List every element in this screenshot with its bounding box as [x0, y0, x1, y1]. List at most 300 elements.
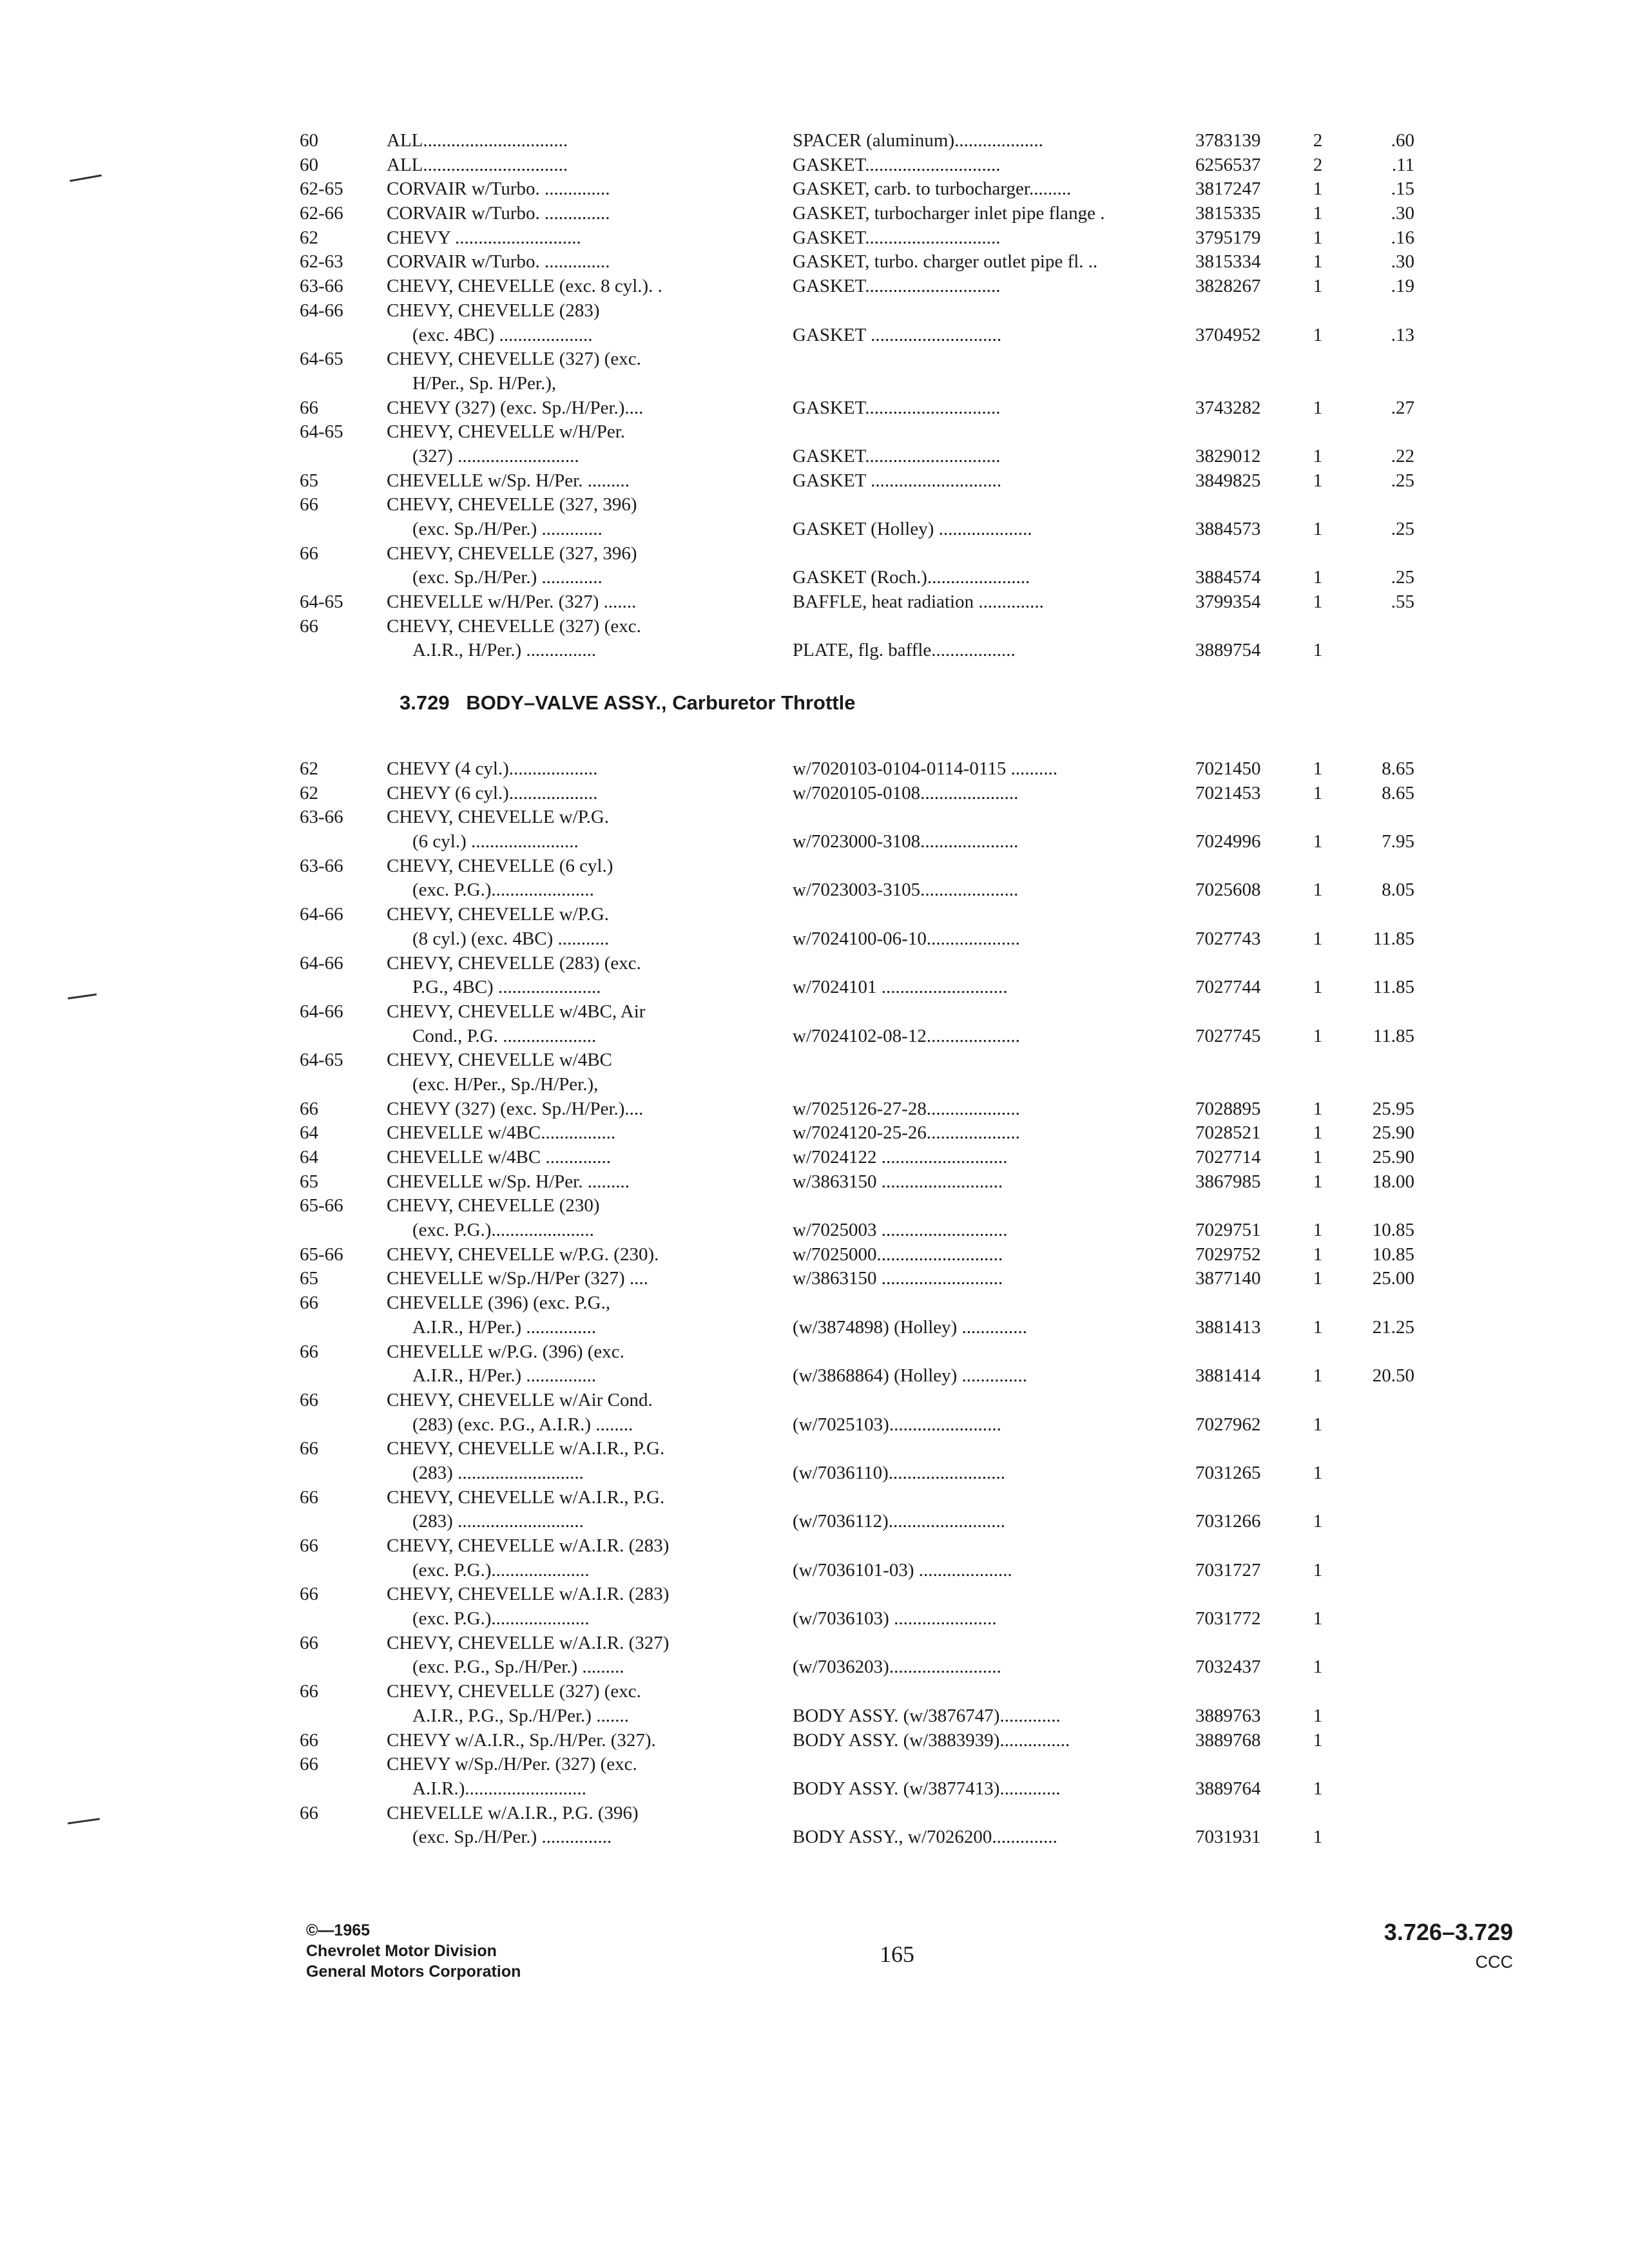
description-cell: w/7024100-06-10.................... [793, 928, 1020, 949]
quantity-cell: 1 [1313, 1414, 1323, 1435]
part-number-cell: 3867985 [1195, 1171, 1261, 1192]
year-cell: 66 [300, 1632, 318, 1653]
part-number-cell: 3783139 [1195, 130, 1261, 151]
part-number-cell: 7027714 [1195, 1147, 1261, 1168]
division-name: Chevrolet Motor Division [306, 1942, 497, 1960]
model-cell: (exc. P.G., Sp./H/Per.) ......... [412, 1657, 624, 1678]
quantity-cell: 1 [1313, 1729, 1323, 1751]
table-row [300, 226, 1460, 251]
table-row [300, 202, 1460, 226]
model-cell: CHEVELLE w/4BC .............. [387, 1147, 611, 1168]
table-row [300, 952, 1460, 976]
price-cell: .55 [1391, 591, 1414, 613]
year-cell: 62 [300, 782, 318, 803]
description-cell: w/7024102-08-12.................... [793, 1025, 1020, 1046]
year-cell: 60 [300, 154, 318, 175]
year-cell: 62-66 [300, 203, 343, 224]
price-cell: 11.85 [1373, 928, 1414, 949]
year-cell: 66 [300, 615, 318, 637]
model-cell: (exc. P.G.)..................... [412, 1559, 590, 1581]
quantity-cell: 1 [1313, 831, 1323, 852]
model-cell: A.I.R.).......................... [412, 1778, 586, 1799]
model-cell: ALL............................... [387, 130, 568, 151]
page-number: 165 [880, 1941, 914, 1967]
part-number-cell: 7029751 [1195, 1220, 1261, 1241]
year-cell: 66 [300, 1802, 318, 1823]
table-row [300, 903, 1460, 927]
price-cell: 11.85 [1373, 1025, 1414, 1046]
description-cell: GASKET ............................ [793, 324, 1002, 345]
model-cell: A.I.R., H/Per.) ............... [412, 640, 597, 661]
model-cell: (327) .......................... [412, 445, 579, 466]
year-cell: 62 [300, 227, 318, 248]
table-row [300, 757, 1460, 782]
table-row [300, 129, 1460, 153]
table-row [300, 927, 1460, 952]
table-row [300, 1704, 1460, 1729]
year-cell: 64-66 [300, 1001, 343, 1022]
description-cell: (w/7036112)......................... [793, 1511, 1005, 1532]
price-cell: .25 [1391, 470, 1414, 491]
table-row [300, 542, 1460, 566]
model-cell: (6 cyl.) ....................... [412, 831, 579, 852]
year-cell: 66 [300, 1341, 318, 1362]
model-cell: CHEVY, CHEVELLE w/A.I.R. (327) [387, 1632, 670, 1653]
quantity-cell: 1 [1313, 203, 1323, 224]
model-cell: CHEVY, CHEVELLE (327) (exc. [387, 349, 641, 370]
description-cell: w/7024101 ........................... [793, 977, 1008, 998]
copyright: ©—1965 [306, 1921, 371, 1939]
year-cell: 66 [300, 1293, 318, 1314]
year-cell: 66 [300, 1754, 318, 1775]
table-row [300, 1607, 1460, 1631]
year-cell: 62-63 [300, 251, 343, 273]
part-number-cell: 7031931 [1195, 1827, 1261, 1848]
year-cell: 62 [300, 758, 318, 779]
quantity-cell: 1 [1313, 445, 1323, 466]
model-cell: (exc. P.G.)..................... [412, 1608, 590, 1629]
price-cell: 18.00 [1372, 1171, 1414, 1192]
table-row [300, 1024, 1460, 1049]
price-cell: .60 [1391, 130, 1414, 151]
corporation-name: General Motors Corporation [306, 1963, 521, 1981]
table-row [300, 639, 1460, 663]
model-cell: CHEVY, CHEVELLE w/A.I.R., P.G. [387, 1438, 665, 1459]
price-cell: .16 [1391, 227, 1414, 248]
margin-mark [68, 1818, 100, 1825]
year-cell: 65 [300, 470, 318, 491]
year-cell: 65 [300, 1171, 318, 1192]
model-cell: (exc. H/Per., Sp./H/Per.), [412, 1073, 599, 1095]
quantity-cell: 1 [1313, 591, 1323, 613]
table-row [300, 420, 1460, 445]
part-number-cell: 6256537 [1195, 154, 1261, 175]
part-number-cell: 3889763 [1195, 1705, 1261, 1726]
section-heading [400, 691, 855, 715]
table-row [300, 493, 1460, 517]
table-row [300, 1534, 1460, 1559]
section-reference [1384, 1919, 1513, 1972]
model-cell: A.I.R., H/Per.) ............... [412, 1316, 597, 1338]
part-number-cell: 3799354 [1195, 591, 1261, 613]
table-row [300, 1364, 1460, 1389]
year-cell: 64-65 [300, 1050, 343, 1071]
description-cell: GASKET............................. [793, 154, 1001, 175]
model-cell: CHEVY, CHEVELLE w/A.I.R., P.G. [387, 1486, 665, 1508]
table-row [300, 1655, 1460, 1680]
table-row [300, 1559, 1460, 1583]
model-cell: CHEVY, CHEVELLE (exc. 8 cyl.). . [387, 276, 662, 297]
table-row [300, 1753, 1460, 1777]
quantity-cell: 1 [1313, 1657, 1323, 1678]
quantity-cell: 1 [1313, 782, 1323, 803]
model-cell: CHEVY, CHEVELLE (327) (exc. [387, 615, 641, 637]
year-cell: 66 [300, 1098, 318, 1119]
part-number-cell: 7024996 [1195, 831, 1261, 852]
model-cell: CHEVY, CHEVELLE (283) [387, 300, 600, 321]
price-cell: 8.65 [1382, 782, 1414, 803]
year-cell: 66 [300, 1681, 318, 1702]
year-cell: 66 [300, 543, 318, 564]
model-cell: CHEVY, CHEVELLE (327, 396) [387, 543, 637, 564]
quantity-cell: 1 [1313, 1171, 1323, 1192]
table-row [300, 1267, 1460, 1291]
table-row [300, 1340, 1460, 1365]
description-cell: GASKET, turbo. charger outlet pipe fl. .. [793, 251, 1098, 273]
table-row [300, 805, 1460, 830]
part-number-cell: 3881413 [1195, 1316, 1261, 1338]
table-row [300, 830, 1460, 854]
quantity-cell: 1 [1313, 928, 1323, 949]
quantity-cell: 1 [1313, 1559, 1323, 1581]
part-number-cell: 3884574 [1195, 567, 1261, 588]
part-number-cell: 7028895 [1195, 1098, 1261, 1119]
quantity-cell: 1 [1313, 1025, 1323, 1046]
part-number-cell: 3704952 [1195, 324, 1261, 345]
model-cell: CHEVELLE (396) (exc. P.G., [387, 1293, 611, 1314]
table-row [300, 1486, 1460, 1510]
year-cell: 65 [300, 1268, 318, 1289]
year-cell: 64-65 [300, 421, 343, 443]
parts-table-throttle-body [300, 757, 1460, 1850]
model-cell: Cond., P.G. .................... [412, 1025, 597, 1046]
model-cell: (283) ........................... [412, 1462, 584, 1483]
section-range: 3.726–3.729 [1383, 1919, 1513, 1945]
quantity-cell: 1 [1313, 276, 1323, 297]
table-row [300, 372, 1460, 396]
model-cell: CHEVY, CHEVELLE (283) (exc. [387, 952, 641, 974]
model-cell: (exc. P.G.)...................... [412, 879, 594, 901]
model-cell: CHEVY ........................... [387, 227, 581, 248]
year-cell: 60 [300, 130, 318, 151]
table-row [300, 1389, 1460, 1413]
model-cell: CHEVY, CHEVELLE w/P.G. [387, 807, 610, 828]
table-row [300, 1146, 1460, 1170]
description-cell: (w/3874898) (Holley) .............. [793, 1316, 1028, 1338]
year-cell: 66 [300, 1535, 318, 1556]
table-row [300, 590, 1460, 615]
part-number-cell: 7027962 [1195, 1414, 1261, 1435]
quantity-cell: 1 [1313, 1705, 1323, 1726]
description-cell: w/7020103-0104-0114-0115 .......... [793, 758, 1058, 779]
table-row [300, 1437, 1460, 1461]
year-cell: 64-65 [300, 349, 343, 370]
part-number-cell: 3817247 [1195, 178, 1261, 200]
part-number-cell: 7031727 [1195, 1559, 1261, 1581]
parts-table-gaskets [300, 129, 1460, 663]
description-cell: w/7020105-0108..................... [793, 782, 1019, 803]
part-number-cell: 3829012 [1195, 445, 1261, 466]
table-row [300, 1316, 1460, 1340]
section-subtitle: Carburetor Throttle [672, 691, 856, 714]
year-cell: 66 [300, 1729, 318, 1751]
quantity-cell: 1 [1313, 1122, 1323, 1144]
quantity-cell: 1 [1313, 640, 1323, 661]
description-cell: w/7023003-3105..................... [793, 879, 1019, 901]
year-cell: 63-66 [300, 807, 343, 828]
description-cell: GASKET............................. [793, 276, 1001, 297]
year-cell: 64 [300, 1122, 318, 1144]
price-cell: .27 [1391, 397, 1414, 418]
model-cell: CORVAIR w/Turbo. .............. [387, 251, 610, 273]
part-number-cell: 7027744 [1195, 977, 1261, 998]
description-cell: GASKET............................. [793, 397, 1001, 418]
description-cell: w/7024120-25-26.................... [793, 1122, 1020, 1144]
table-row [300, 274, 1460, 299]
part-number-cell: 3889764 [1195, 1778, 1261, 1799]
description-cell: (w/7036110)......................... [793, 1462, 1005, 1483]
model-cell: CHEVY, CHEVELLE (230) [387, 1195, 600, 1216]
year-cell: 64-66 [300, 952, 343, 974]
price-cell: .15 [1391, 178, 1414, 200]
quantity-cell: 1 [1313, 1220, 1323, 1241]
description-cell: GASKET, carb. to turbocharger......... [793, 178, 1072, 200]
part-number-cell: 3795179 [1195, 227, 1261, 248]
description-cell: w/3863150 .......................... [793, 1268, 1003, 1289]
model-cell: (exc. Sp./H/Per.) ............. [412, 519, 602, 539]
quantity-cell: 1 [1313, 178, 1323, 200]
section-title: BODY–VALVE ASSY., [466, 691, 667, 714]
model-cell: P.G., 4BC) ...................... [412, 977, 601, 998]
model-cell: CHEVELLE w/A.I.R., P.G. (396) [387, 1802, 639, 1823]
quantity-cell: 2 [1313, 154, 1323, 175]
model-cell: CHEVY, CHEVELLE w/A.I.R. (283) [387, 1584, 670, 1605]
model-cell: (exc. P.G.)...................... [412, 1220, 594, 1241]
model-cell: CHEVY w/Sp./H/Per. (327) (exc. [387, 1754, 637, 1775]
year-cell: 64-65 [300, 591, 343, 613]
price-cell: .25 [1391, 519, 1414, 539]
price-cell: .25 [1391, 567, 1414, 588]
description-cell: (w/7025103)........................ [793, 1414, 1001, 1435]
table-row [300, 615, 1460, 639]
model-cell: (283) ........................... [412, 1511, 584, 1532]
description-cell: (w/7036101-03) .................... [793, 1559, 1012, 1581]
table-row [300, 1413, 1460, 1437]
part-number-cell: 3889754 [1195, 640, 1261, 661]
table-row [300, 177, 1460, 202]
table-row [300, 1243, 1460, 1267]
quantity-cell: 1 [1313, 324, 1323, 345]
year-cell: 64-66 [300, 300, 343, 321]
model-cell: CHEVY, CHEVELLE w/4BC, Air [387, 1001, 646, 1022]
table-row [300, 566, 1460, 590]
description-cell: GASKET (Roch.)...................... [793, 567, 1030, 588]
model-cell: CHEVY (6 cyl.)................... [387, 782, 598, 803]
price-cell: 7.95 [1382, 831, 1414, 852]
price-cell: 11.85 [1373, 977, 1414, 998]
description-cell: GASKET ............................ [793, 470, 1002, 491]
year-cell: 65-66 [300, 1195, 343, 1216]
part-number-cell: 3815334 [1195, 251, 1261, 273]
table-row [300, 854, 1460, 879]
part-number-cell: 3881414 [1195, 1365, 1261, 1387]
description-cell: w/7025003 ........................... [793, 1220, 1008, 1241]
model-cell: ALL............................... [387, 154, 568, 175]
table-row [300, 153, 1460, 178]
part-number-cell: 7021453 [1195, 782, 1261, 803]
description-cell: (w/3868864) (Holley) .............. [793, 1365, 1028, 1387]
part-number-cell: 3889768 [1195, 1729, 1261, 1751]
table-row [300, 975, 1460, 1000]
part-number-cell: 3884573 [1195, 519, 1261, 539]
year-cell: 64 [300, 1147, 318, 1168]
table-row [300, 1194, 1460, 1218]
table-row [300, 1073, 1460, 1097]
price-cell: 25.90 [1372, 1147, 1414, 1168]
table-row [300, 1729, 1460, 1753]
year-cell: 66 [300, 1584, 318, 1605]
table-row [300, 347, 1460, 372]
model-cell: CHEVY (327) (exc. Sp./H/Per.).... [387, 1098, 644, 1119]
model-cell: CHEVY (327) (exc. Sp./H/Per.).... [387, 397, 644, 418]
quantity-cell: 1 [1313, 879, 1323, 901]
quantity-cell: 1 [1313, 1098, 1323, 1119]
description-cell: w/7023000-3108..................... [793, 831, 1019, 852]
table-row [300, 1121, 1460, 1146]
quantity-cell: 1 [1313, 567, 1323, 588]
table-row [300, 469, 1460, 494]
year-cell: 66 [300, 397, 318, 418]
model-cell: A.I.R., H/Per.) ............... [412, 1365, 597, 1387]
part-number-cell: 3828267 [1195, 276, 1261, 297]
table-row [300, 1097, 1460, 1122]
model-cell: CHEVY w/A.I.R., Sp./H/Per. (327). [387, 1729, 656, 1751]
year-cell: 65-66 [300, 1244, 343, 1265]
model-cell: H/Per., Sp. H/Per.), [412, 372, 557, 394]
model-cell: CHEVY, CHEVELLE (6 cyl.) [387, 855, 613, 876]
price-cell: .11 [1391, 154, 1414, 175]
table-row [300, 1777, 1460, 1802]
section-number: 3.729 [400, 691, 450, 714]
quantity-cell: 1 [1313, 397, 1323, 418]
model-cell: (exc. Sp./H/Per.) ............... [412, 1827, 612, 1848]
part-number-cell: 7028521 [1195, 1122, 1261, 1144]
quantity-cell: 1 [1313, 1244, 1323, 1265]
description-cell: BODY ASSY. (w/3876747)............. [793, 1705, 1061, 1726]
table-row [300, 1461, 1460, 1486]
model-cell: CHEVELLE w/P.G. (396) (exc. [387, 1341, 624, 1362]
margin-mark [68, 994, 97, 999]
description-cell: GASKET............................. [793, 227, 1001, 248]
table-row [300, 445, 1460, 469]
part-number-cell: 7029752 [1195, 1244, 1261, 1265]
table-row [300, 1825, 1460, 1850]
description-cell: PLATE, flg. baffle.................. [793, 640, 1016, 661]
price-cell: .22 [1391, 445, 1414, 466]
description-cell: w/3863150 .......................... [793, 1171, 1003, 1192]
model-cell: CHEVY, CHEVELLE w/H/Per. [387, 421, 626, 443]
table-row [300, 1582, 1460, 1607]
table-row [300, 1680, 1460, 1704]
quantity-cell: 1 [1313, 1511, 1323, 1532]
description-cell: BODY ASSY., w/7026200.............. [793, 1827, 1057, 1848]
model-cell: CHEVY, CHEVELLE w/A.I.R. (283) [387, 1535, 670, 1556]
table-row [300, 1218, 1460, 1243]
model-cell: CHEVY, CHEVELLE w/4BC [387, 1050, 612, 1071]
quantity-cell: 1 [1313, 1316, 1323, 1338]
quantity-cell: 1 [1313, 1365, 1323, 1387]
quantity-cell: 1 [1313, 1827, 1323, 1848]
table-row [300, 1291, 1460, 1316]
model-cell: CHEVELLE w/Sp. H/Per. ......... [387, 1171, 630, 1192]
part-number-cell: 7025608 [1195, 879, 1261, 901]
description-cell: GASKET............................. [793, 445, 1001, 466]
price-cell: .30 [1391, 203, 1414, 224]
model-cell: CHEVELLE w/Sp./H/Per (327) .... [387, 1268, 648, 1289]
model-cell: (exc. 4BC) .................... [412, 324, 593, 345]
price-cell: 8.65 [1382, 758, 1414, 779]
model-cell: (8 cyl.) (exc. 4BC) ........... [412, 928, 610, 949]
quantity-cell: 1 [1313, 758, 1323, 779]
model-cell: CHEVY, CHEVELLE (327) (exc. [387, 1681, 641, 1702]
year-cell: 66 [300, 1389, 318, 1410]
table-row [300, 782, 1460, 806]
description-cell: BAFFLE, heat radiation .............. [793, 591, 1044, 613]
price-cell: 25.90 [1372, 1122, 1414, 1144]
table-row [300, 1000, 1460, 1024]
model-cell: CHEVY (4 cyl.)................... [387, 758, 598, 779]
quantity-cell: 1 [1313, 470, 1323, 491]
table-row [300, 517, 1460, 542]
price-cell: 25.00 [1372, 1268, 1414, 1289]
part-number-cell: 7031266 [1195, 1511, 1261, 1532]
year-cell: 63-66 [300, 855, 343, 876]
part-number-cell: 7032437 [1195, 1657, 1261, 1678]
year-cell: 66 [300, 494, 318, 515]
model-cell: CHEVELLE w/H/Per. (327) ....... [387, 591, 637, 613]
description-cell: GASKET, turbocharger inlet pipe flange . [793, 203, 1105, 224]
table-row [300, 1510, 1460, 1534]
description-cell: (w/7036203)........................ [793, 1657, 1001, 1678]
model-cell: CHEVY, CHEVELLE (327, 396) [387, 494, 637, 515]
price-cell: 21.25 [1372, 1316, 1414, 1338]
quantity-cell: 1 [1313, 1778, 1323, 1799]
year-cell: 64-66 [300, 904, 343, 925]
table-row [300, 1170, 1460, 1195]
quantity-cell: 1 [1313, 519, 1323, 539]
price-cell: 25.95 [1372, 1098, 1414, 1119]
quantity-cell: 1 [1313, 1268, 1323, 1289]
model-cell: (exc. Sp./H/Per.) ............. [412, 567, 602, 588]
table-row [300, 1631, 1460, 1656]
description-cell: BODY ASSY. (w/3877413)............. [793, 1778, 1061, 1799]
description-cell: w/7025000........................... [793, 1244, 1003, 1265]
margin-mark [70, 175, 102, 182]
price-cell: 20.50 [1372, 1365, 1414, 1387]
description-cell: w/7025126-27-28.................... [793, 1098, 1020, 1119]
part-number-cell: 3743282 [1195, 397, 1261, 418]
model-cell: CHEVY, CHEVELLE w/P.G. [387, 904, 610, 925]
